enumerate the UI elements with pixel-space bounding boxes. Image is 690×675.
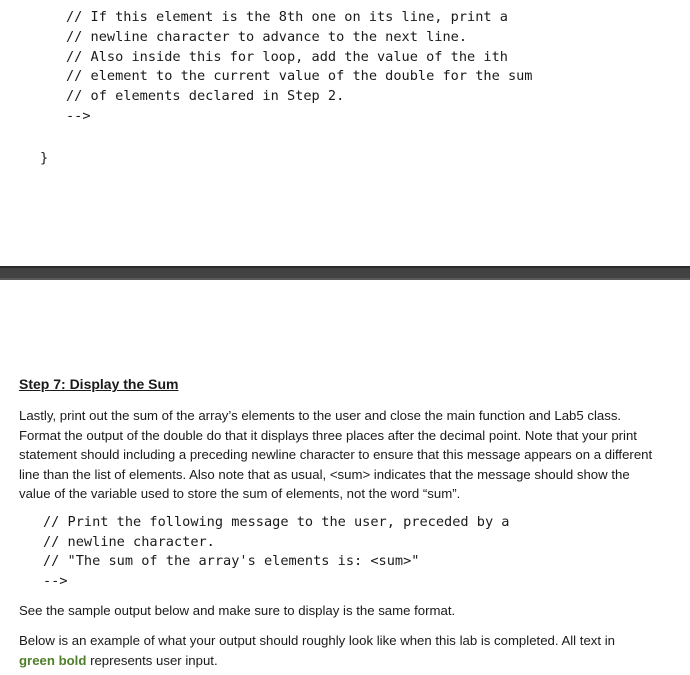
code-comment-line-2: // newline character to advance to the next line.: [66, 29, 468, 45]
example-tail-text: represents user input.: [86, 652, 218, 668]
sample-output-note: See the sample output below and make sure to display is the same format.: [19, 603, 456, 618]
step7-code-line-1: // Print the following message to the user, preceded by a: [43, 514, 510, 530]
code-comment-line-5: // of elements declared in Step 2.: [66, 88, 345, 104]
step7-code-line-2: // newline character.: [43, 534, 215, 550]
code-comment-line-3: // Also inside this for loop, add the value of the ith: [66, 49, 508, 65]
step7-instructions-paragraph: Lastly, print out the sum of the array’s elements to the user and close the main function and Lab5 class. Format the output of the double do that it displays three places after the decimal point. Note that your print statement should including a preceding newline character to ensure that this message appears on a different line than the list of elements. Also note that as usual, <sum> indicates that the message should show the value of the variable used to store the sum of elements, not the word “sum”.: [19, 408, 653, 501]
step7-heading: Step 7: Display the Sum: [19, 376, 179, 392]
green-bold-text: green bold: [19, 652, 87, 668]
example-intro-paragraph: [19, 631, 659, 670]
code-comment-line-1: // If this element is the 8th one on its line, print a: [66, 9, 508, 25]
code-comment-line-4: // element to the current value of the double for the sum: [66, 68, 533, 84]
step7-code-end-marker: -->: [43, 573, 68, 589]
page-break-divider: [0, 266, 690, 280]
code-closing-brace: }: [40, 150, 49, 166]
step7-code-line-3: // "The sum of the array's elements is: <sum>": [43, 553, 420, 569]
code-comment-end-marker: -->: [66, 108, 91, 124]
example-intro-text: Below is an example of what your output should roughly look like when this lab is completed. All text in: [19, 633, 615, 648]
